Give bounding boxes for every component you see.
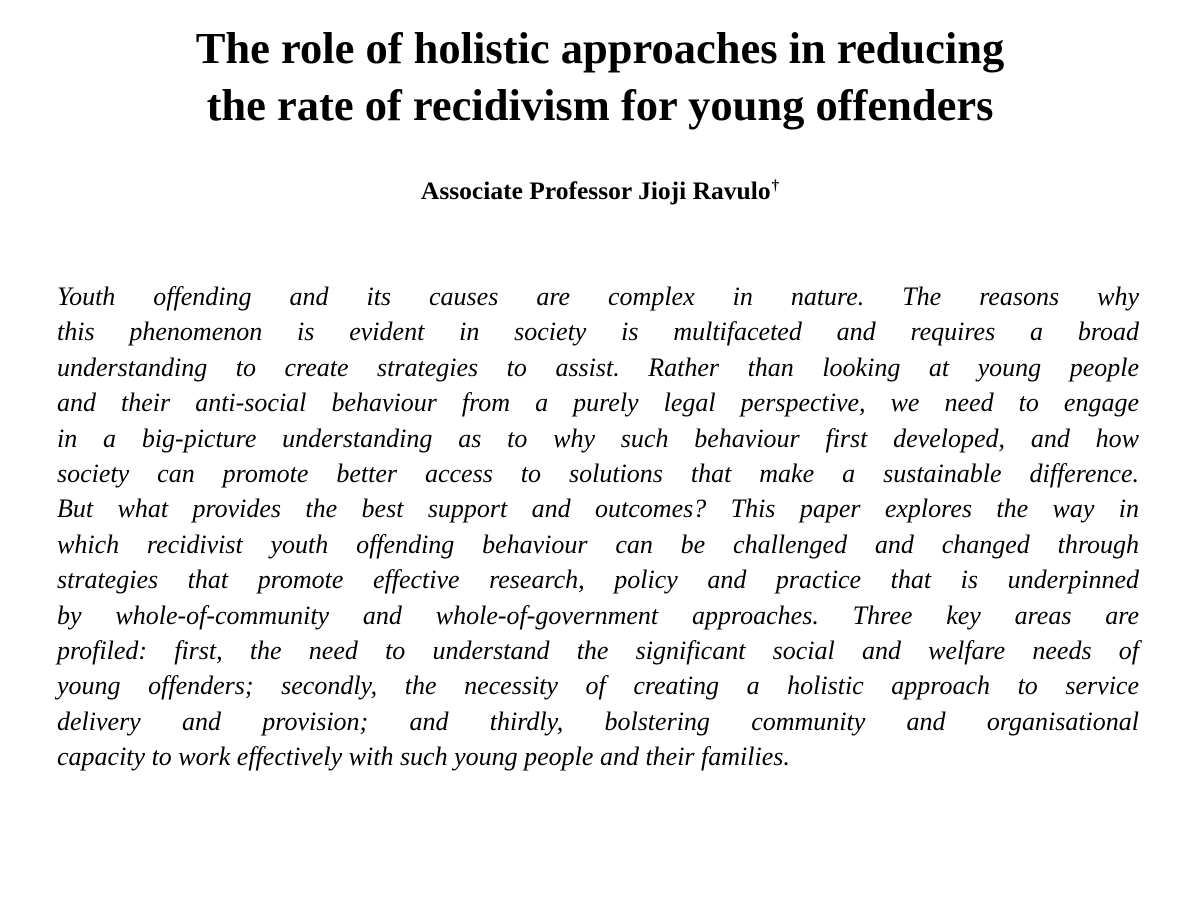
abstract-line: society can promote better access to solutions that make a sustainable difference. xyxy=(57,459,1139,489)
abstract-line: and their anti-social behaviour from a purely legal perspective, we need to engage xyxy=(57,388,1139,418)
abstract xyxy=(57,279,1139,775)
title-line: the rate of recidivism for young offenders xyxy=(206,80,994,130)
abstract-line: which recidivist youth offending behaviour can be challenged and changed through xyxy=(57,529,1139,559)
abstract-line: in a big-picture understanding as to why such behaviour first developed, and how xyxy=(57,423,1139,453)
abstract-line: strategies that promote effective research, policy and practice that is underpinned xyxy=(57,565,1139,595)
author-footnote-mark: † xyxy=(771,177,780,194)
abstract-line: young offenders; secondly, the necessity of creating a holistic approach to service xyxy=(57,671,1139,701)
abstract-line: understanding to create strategies to assist. Rather than looking at young people xyxy=(57,352,1139,382)
paper-title xyxy=(0,20,1200,134)
abstract-line: profiled: first, the need to understand the significant social and welfare needs of xyxy=(57,636,1139,666)
abstract-line: delivery and provision; and thirdly, bolstering community and organisational xyxy=(57,706,1139,736)
abstract-line: this phenomenon is evident in society is multifaceted and requires a broad xyxy=(57,317,1139,347)
author-line xyxy=(0,174,1200,208)
abstract-line: by whole-of-community and whole-of-government approaches. Three key areas are xyxy=(57,600,1139,630)
abstract-line: But what provides the best support and outcomes? This paper explores the way in xyxy=(57,494,1139,524)
abstract-line: capacity to work effectively with such young people and their families. xyxy=(57,742,790,772)
author-name: Associate Professor Jioji Ravulo xyxy=(420,176,771,205)
abstract-line: Youth offending and its causes are complex in nature. The reasons why xyxy=(57,282,1139,311)
title-line: The role of holistic approaches in reducing xyxy=(195,23,1005,73)
